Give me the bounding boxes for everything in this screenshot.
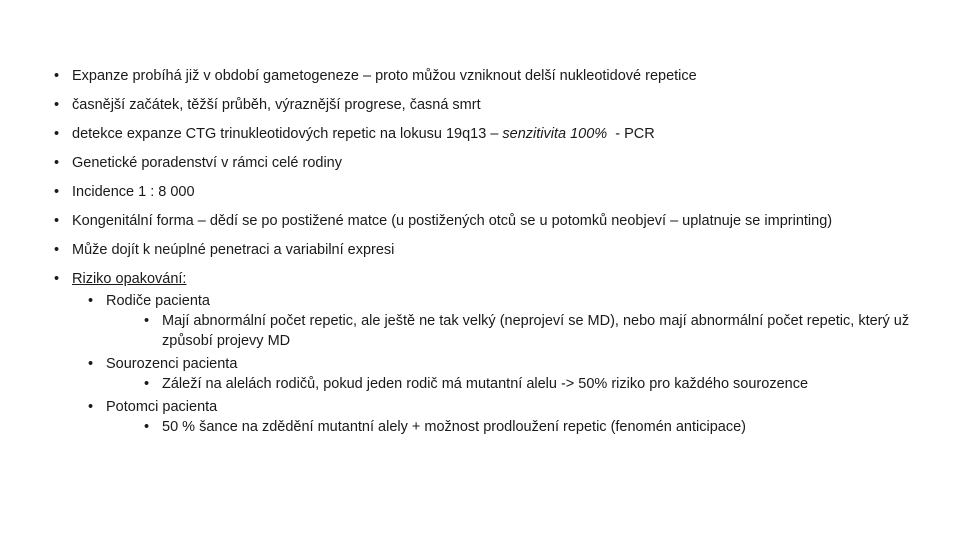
bullet-text-post: - PCR (607, 126, 655, 142)
bullet-text-pre: detekce expanze CTG trinukleotidových repetic na lokusu 19q13 – (72, 126, 503, 142)
sub-bullet-sourozenci (88, 354, 914, 394)
bullet-text: Mají abnormální počet repetic, ale ještě ne tak velký (neprojeví se MD), nebo mají abnormální počet repetic, který už způsobí projevy MD (162, 313, 910, 349)
bullet-list (54, 66, 914, 440)
bullet-text: Incidence 1 : 8 000 (72, 184, 195, 200)
bullet-kongenitalni-forma (54, 211, 914, 231)
sub-bullet-potomci (88, 397, 914, 437)
bullet-riziko-opakovani (54, 269, 914, 437)
subsub-bullet-potomci-detail (144, 417, 914, 437)
bullet-text: Expanze probíhá již v období gametogeneze – proto můžou vzniknout delší nukleotidové repetice (72, 68, 697, 84)
bullet-text: Kongenitální forma – dědí se po postižené matce (u postižených otců se u potomků neobjeví – uplatnuje se imprinting) (72, 213, 833, 229)
sub-list (72, 291, 914, 437)
bullet-dot-icon: • (54, 97, 60, 113)
bullet-dot-icon: • (54, 184, 60, 200)
bullet-casnejsi-zacatek (54, 95, 914, 115)
subsub-list (106, 311, 914, 351)
subsub-list (106, 417, 914, 437)
bullet-text: Genetické poradenství v rámci celé rodiny (72, 155, 342, 171)
bullet-poradenstvi (54, 153, 914, 173)
bullet-incidence (54, 182, 914, 202)
bullet-dot-icon: • (54, 271, 60, 287)
bullet-dot-icon: • (88, 399, 94, 415)
bullet-dot-icon: • (54, 213, 60, 229)
bullet-text: Rodiče pacienta (106, 293, 210, 309)
bullet-expanze (54, 66, 914, 86)
bullet-text-italic: senzitivita 100% (502, 126, 608, 142)
bullet-text: Sourozenci pacienta (106, 356, 238, 372)
bullet-dot-icon: • (88, 293, 94, 309)
bullet-text: Potomci pacienta (106, 399, 218, 415)
bullet-dot-icon: • (54, 242, 60, 258)
subsub-bullet-rodice-detail (144, 311, 914, 351)
bullet-text: 50 % šance na zdědění mutantní alely + možnost prodloužení repetic (fenomén anticipace) (162, 419, 746, 435)
bullet-dot-icon: • (54, 68, 60, 84)
sub-bullet-rodice (88, 291, 914, 351)
subsub-list (106, 374, 914, 394)
bullet-dot-icon: • (144, 376, 150, 392)
bullet-detekce (54, 124, 914, 144)
bullet-dot-icon: • (54, 155, 60, 171)
bullet-text: Riziko opakování: (72, 271, 187, 287)
bullet-text: časnější začátek, těžší průběh, výraznější progrese, časná smrt (72, 97, 481, 113)
bullet-text: Záleží na alelách rodičů, pokud jeden rodič má mutantní alelu -> 50% riziko pro každého sourozence (162, 376, 809, 392)
bullet-dot-icon: • (54, 126, 60, 142)
bullet-dot-icon: • (144, 419, 150, 435)
bullet-text: Může dojít k neúplné penetraci a variabilní expresi (72, 242, 395, 258)
bullet-dot-icon: • (88, 356, 94, 372)
bullet-penetrace (54, 240, 914, 260)
bullet-dot-icon: • (144, 313, 150, 329)
subsub-bullet-sourozenci-detail (144, 374, 914, 394)
